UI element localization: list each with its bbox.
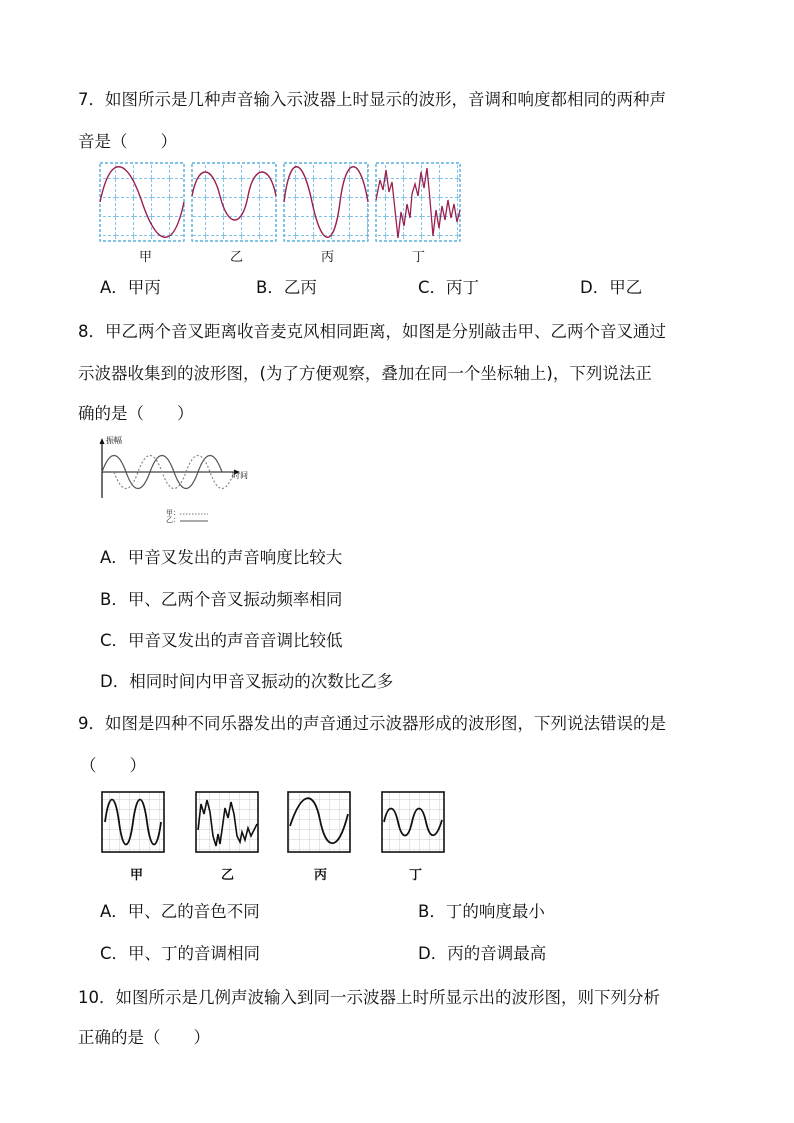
q7-caption-bing: 丙	[321, 250, 335, 265]
q9-option-d[interactable]: D．丙的音调最高	[418, 944, 547, 963]
q10-stem-line1: 10．如图所示是几例声波输入到同一示波器上时所显示出的波形图，则下列分析	[78, 988, 660, 1007]
q8-stem-line1: 8．甲乙两个音叉距离收音麦克风相同距离，如图是分别敲击甲、乙两个音叉通过	[78, 322, 666, 341]
q7-panel-ding	[376, 163, 460, 241]
q9-caption-yi: 乙	[221, 868, 235, 883]
q10-stem-line2: 正确的是（ ）	[78, 1028, 210, 1047]
q8-x-axis-label: 时间	[232, 471, 248, 480]
q7-option-c[interactable]: C．丙丁	[418, 278, 480, 297]
q9-waveform-figure	[100, 790, 448, 856]
q9-stem-line1: 9．如图是四种不同乐器发出的声音通过示波器形成的波形图，下列说法错误的是	[78, 714, 666, 733]
q8-option-d[interactable]: D．相同时间内甲音叉振动的次数比乙多	[100, 672, 394, 691]
q9-option-a[interactable]: A．甲、乙的音色不同	[100, 902, 260, 921]
q9-caption-bing: 丙	[314, 868, 328, 883]
q7-panel-jia	[100, 163, 184, 241]
q7-option-b[interactable]: B．乙丙	[256, 278, 317, 297]
q9-panel-ding	[382, 792, 444, 852]
q9-stem-line2: （ ）	[80, 756, 146, 775]
q8-stem-line3: 确的是（ ）	[78, 404, 194, 423]
q8-stem-line2: 示波器收集到的波形图，(为了方便观察，叠加在同一个坐标轴上)，下列说法正	[78, 364, 652, 383]
q9-panel-yi	[196, 792, 258, 852]
q7-caption-yi: 乙	[230, 250, 244, 265]
q8-option-c[interactable]: C．甲音叉发出的声音音调比较低	[100, 631, 343, 650]
q8-y-axis-label: 振幅	[106, 436, 122, 445]
q7-option-a[interactable]: A．甲丙	[100, 278, 161, 297]
q8-option-b[interactable]: B．甲、乙两个音叉振动频率相同	[100, 590, 343, 609]
q8-legend-yi: 乙：	[166, 516, 180, 524]
q8-option-a[interactable]: A．甲音叉发出的声音响度比较大	[100, 548, 343, 567]
q9-panel-jia	[102, 792, 164, 852]
q9-panel-bing	[288, 792, 350, 852]
q7-panel-yi	[192, 163, 276, 241]
q7-panel-bing	[284, 163, 368, 241]
q9-option-b[interactable]: B．丁的响度最小	[418, 902, 545, 921]
q7-stem-line1: 7．如图所示是几种声音输入示波器上时显示的波形，音调和响度都相同的两种声	[78, 90, 666, 109]
q7-stem-line2: 音是（ ）	[78, 132, 177, 151]
q7-caption-ding: 丁	[412, 250, 426, 265]
q7-option-d[interactable]: D．甲乙	[580, 278, 643, 297]
q9-option-c[interactable]: C．甲、丁的音调相同	[100, 944, 261, 963]
q8-legend-jia: 甲：	[166, 509, 180, 517]
q9-caption-jia: 甲	[130, 868, 144, 883]
q7-waveform-figure	[98, 160, 466, 244]
q9-caption-ding: 丁	[409, 868, 423, 883]
q7-caption-jia: 甲	[139, 250, 153, 265]
